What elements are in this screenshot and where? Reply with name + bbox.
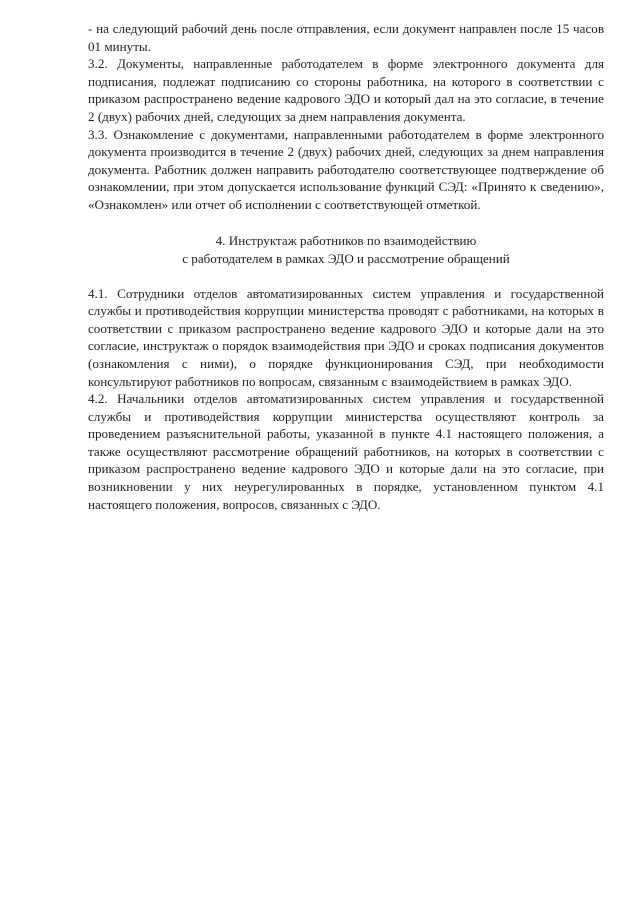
spacer xyxy=(88,214,604,232)
paragraph-3-3: 3.3. Ознакомление с документами, направленными работодателем в форме электронного документа производится в течение 2 (двух) рабочих дней, следующих за днем направления документа. Работник должен направить работодателю соответствующее подтверждение об ознакомлении, при этом допускается использование функций СЭД: «Принято к сведению», «Ознакомлен» или отчет об исполнении с соответствующей отметкой. xyxy=(88,126,604,212)
paragraph-deadline-after-15h: - на следующий рабочий день после отправления, если документ направлен после 15 часов 01 минуты. xyxy=(88,21,604,54)
spacer xyxy=(88,268,604,285)
section-4-heading-line-2: с работодателем в рамках ЭДО и рассмотрение обращений xyxy=(182,250,510,266)
document-body xyxy=(88,20,604,513)
paragraph-4-1: 4.1. Сотрудники отделов автоматизированных систем управления и государственной службы и противодействия коррупции министерства проводят с работниками, на которых в соответствии с приказом распространено ведение кадрового ЭДО и которые дали на это согласие, инструктаж о порядок взаимодействия при ЭДО и сроках подписания документов (ознакомления с ними), о порядке функционирования СЭД, при необходимости консультируют работников по вопросам, связанным с взаимодействием в рамках ЭДО. xyxy=(88,285,604,389)
paragraph-3-2: 3.2. Документы, направленные работодателем в форме электронного документа для подписания, подлежат подписанию со стороны работника, на которого в соответствии с приказом распространено ведение кадрового ЭДО и который дал на это согласие, в течение 2 (двух) рабочих дней, следующих за днем направления документа. xyxy=(88,56,604,124)
section-4-heading-line-1: 4. Инструктаж работников по взаимодействию xyxy=(215,232,477,248)
section-4-heading xyxy=(88,232,604,268)
paragraph-4-2: 4.2. Начальники отделов автоматизированных систем управления и государственной службы и противодействия коррупции министерства осуществляют контроль за проведением разъяснительной работы, указанной в пункте 4.1 настоящего положения, а также осуществляют рассмотрение обращений работников, на которых в соответствии с приказом распространено ведение кадрового ЭДО и которые дали на это согласие, при возникновении у них неурегулированных в порядке, установленном пунктом 4.1 настоящего положения, вопросов, связанных с ЭДО. xyxy=(88,391,604,512)
